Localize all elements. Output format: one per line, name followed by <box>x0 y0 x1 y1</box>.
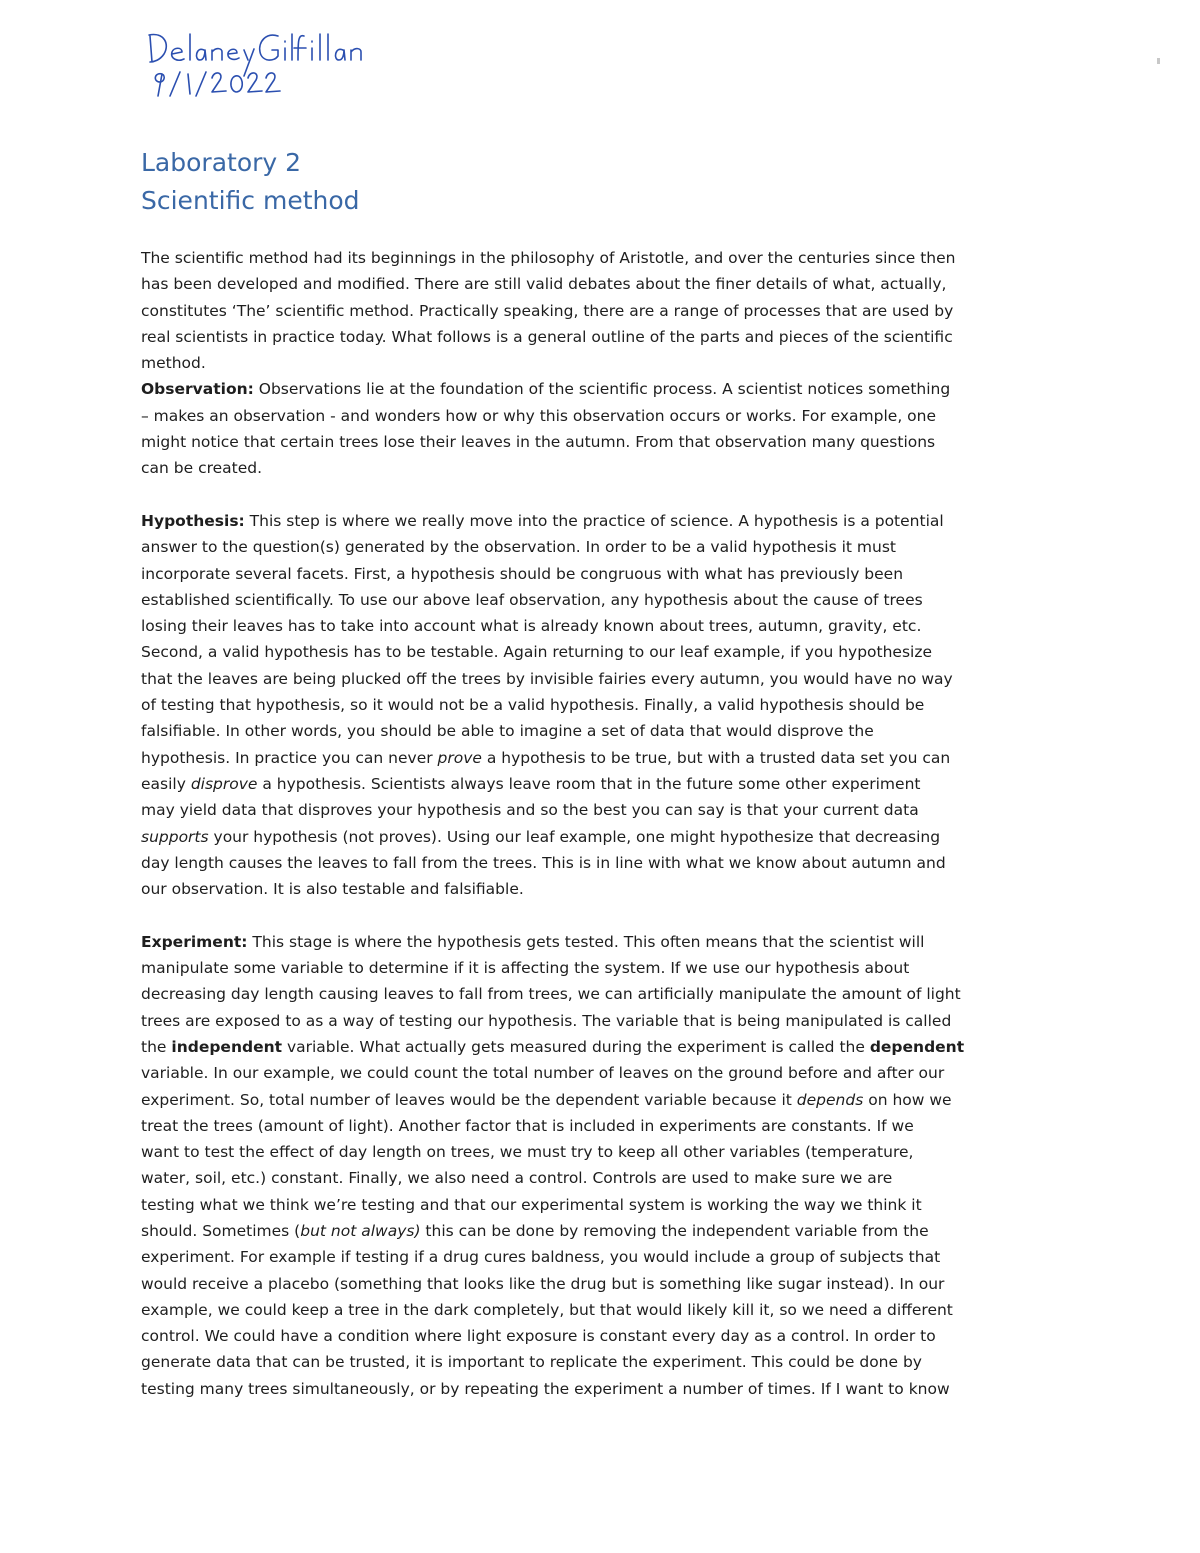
text-span: This step is where we really move into the practice of science. A hypothesis is a potential <box>244 511 944 530</box>
document-body <box>141 245 1071 1402</box>
text-line: established scientifically. To use our above leaf observation, any hypothesis about the cause of trees <box>141 590 923 609</box>
text-line: falsifiable. In other words, you should be able to imagine a set of data that would disprove the <box>141 722 874 741</box>
text-line: testing what we think we’re testing and that our experimental system is working the way we think it <box>141 1195 922 1214</box>
text-line: manipulate some variable to determine if it is affecting the system. If we use our hypothesis about <box>141 959 910 978</box>
text-line <box>141 1218 1071 1244</box>
text-line: decreasing day length causing leaves to fall from trees, we can artificially manipulate the amount of light <box>141 985 961 1004</box>
hypothesis-term: Hypothesis: <box>141 511 245 530</box>
text-line: treat the trees (amount of light). Another factor that is included in experiments are constants. If we <box>141 1116 914 1135</box>
emphasis-text: prove <box>437 748 482 767</box>
text-line: constitutes ‘The’ scientific method. Practically speaking, there are a range of processes that are used by <box>141 301 954 320</box>
text-line: testing many trees simultaneously, or by repeating the experiment a number of times. If I want to know <box>141 1379 950 1398</box>
text-line: may yield data that disproves your hypothesis and so the best you can say is that your current data <box>141 801 919 820</box>
text-line <box>141 376 1071 402</box>
text-line: example, we could keep a tree in the dark completely, but that would likely kill it, so we need a different <box>141 1300 953 1319</box>
emphasis-text: disprove <box>190 774 258 793</box>
text-span: on how we <box>863 1090 952 1109</box>
text-line: that the leaves are being plucked off the trees by invisible fairies every autumn, you would have no way <box>141 669 953 688</box>
text-line: of testing that hypothesis, so it would not be a valid hypothesis. Finally, a valid hypothesis should be <box>141 696 925 715</box>
text-span: the <box>141 1037 172 1056</box>
independent-term: independent <box>171 1037 283 1056</box>
observation-section <box>141 376 1071 481</box>
text-line <box>141 824 1071 850</box>
handwritten-signature <box>140 22 380 102</box>
text-span: a hypothesis to be true, but with a trusted data set you can <box>481 748 951 767</box>
text-line: can be created. <box>141 459 263 478</box>
text-line: generate data that can be trusted, it is important to replicate the experiment. This could be done by <box>141 1353 922 1372</box>
text-line: our observation. It is also testable and falsifiable. <box>141 880 524 899</box>
text-span: this can be done by removing the independent variable from the <box>420 1221 929 1240</box>
text-line: incorporate several facets. First, a hypothesis should be congruous with what has previously been <box>141 564 904 583</box>
document-title <box>141 144 360 220</box>
experiment-term: Experiment: <box>141 932 248 951</box>
text-line <box>141 1034 1071 1060</box>
text-line: water, soil, etc.) constant. Finally, we also need a control. Controls are used to make sure we are <box>141 1169 893 1188</box>
text-span: a hypothesis. Scientists always leave room that in the future some other experiment <box>257 774 921 793</box>
text-line: variable. In our example, we could count the total number of leaves on the ground before and after our <box>141 1064 945 1083</box>
paragraph-gap <box>141 902 1071 928</box>
text-line: has been developed and modified. There are still valid debates about the finer details of what, actually, <box>141 275 947 294</box>
text-line: method. <box>141 354 206 373</box>
text-line: losing their leaves has to take into account what is already known about trees, autumn, gravity, etc. <box>141 617 922 636</box>
text-line: experiment. For example if testing if a drug cures baldness, you would include a group of subjects that <box>141 1248 941 1267</box>
text-line <box>141 508 1071 534</box>
text-line <box>141 771 1071 797</box>
text-line: might notice that certain trees lose their leaves in the autumn. From that observation many questions <box>141 433 936 452</box>
title-line-1: Laboratory 2 <box>141 148 302 177</box>
text-line <box>141 745 1071 771</box>
emphasis-text: but not always) <box>300 1221 421 1240</box>
text-span: Observations lie at the foundation of the scientific process. A scientist notices something <box>253 380 951 399</box>
text-span: should. Sometimes ( <box>141 1221 301 1240</box>
signature-drawing <box>140 22 380 102</box>
observation-term: Observation: <box>141 380 254 399</box>
text-span: easily <box>141 774 191 793</box>
text-line: answer to the question(s) generated by the observation. In order to be a valid hypothesis it must <box>141 538 897 557</box>
intro-paragraph <box>141 245 1071 376</box>
hypothesis-section <box>141 508 1071 902</box>
text-line <box>141 1087 1071 1113</box>
emphasis-text: depends <box>796 1090 864 1109</box>
text-span: This stage is where the hypothesis gets tested. This often means that the scientist will <box>247 932 925 951</box>
text-line: – makes an observation - and wonders how or why this observation occurs or works. For example, one <box>141 406 937 425</box>
paragraph-gap <box>141 482 1071 508</box>
text-span: hypothesis. In practice you can never <box>141 748 438 767</box>
text-line: control. We could have a condition where light exposure is constant every day as a control. In order to <box>141 1327 936 1346</box>
text-line <box>141 929 1071 955</box>
title-line-2: Scientific method <box>141 186 360 215</box>
text-line: real scientists in practice today. What follows is a general outline of the parts and pieces of the scientific <box>141 327 953 346</box>
dependent-term: dependent <box>869 1037 965 1056</box>
text-span: your hypothesis (not proves). Using our leaf example, one might hypothesize that decreasing <box>208 827 941 846</box>
emphasis-text: supports <box>141 827 209 846</box>
text-span: variable. What actually gets measured during the experiment is called the <box>282 1037 870 1056</box>
experiment-section <box>141 929 1071 1402</box>
text-line: would receive a placebo (something that looks like the drug but is something like sugar instead). In our <box>141 1274 945 1293</box>
text-line: want to test the effect of day length on trees, we must try to keep all other variables (temperature, <box>141 1143 914 1162</box>
text-line: The scientific method had its beginnings in the philosophy of Aristotle, and over the centuries since then <box>141 249 956 267</box>
text-line: trees are exposed to as a way of testing our hypothesis. The variable that is being manipulated is called <box>141 1011 952 1030</box>
text-line: Second, a valid hypothesis has to be testable. Again returning to our leaf example, if you hypothesize <box>141 643 933 662</box>
text-span: experiment. So, total number of leaves would be the dependent variable because it <box>141 1090 797 1109</box>
text-line: day length causes the leaves to fall from the trees. This is in line with what we know about autumn and <box>141 853 946 872</box>
page-edge-mark <box>1157 58 1160 64</box>
